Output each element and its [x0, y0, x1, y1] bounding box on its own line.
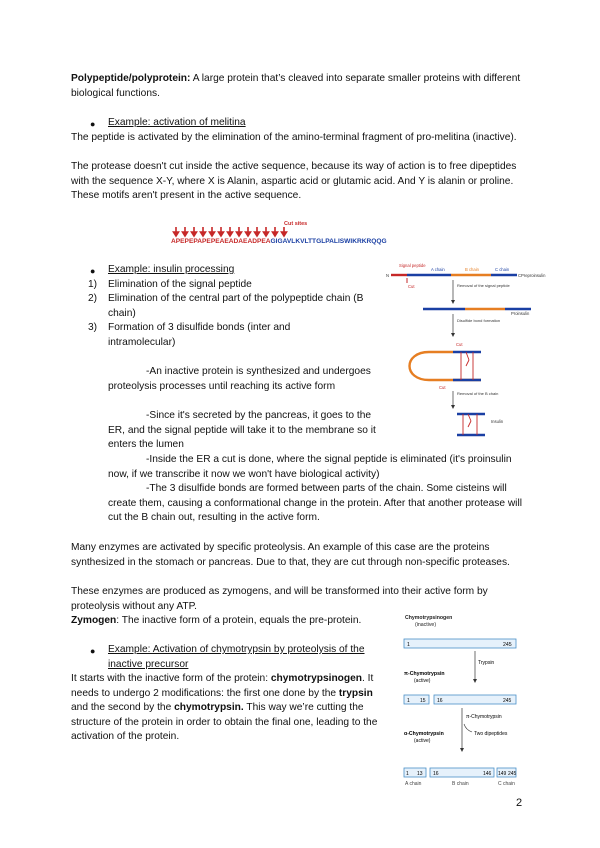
- pi-chymotrypsin-arrow-label: π-Chymotrypsin: [466, 714, 502, 720]
- zymogen-text: : The inactive form of a protein, equals the pre-protein.: [116, 615, 362, 626]
- bullet-icon: ●: [90, 646, 96, 656]
- polyprotein-paragraph: [71, 72, 531, 101]
- signal-peptide-label: Signal peptide: [399, 263, 426, 268]
- step-remove-b-chain: Removal of the B chain: [457, 391, 499, 396]
- chymo-text-4: This way we’re cutting the structure of the protein in order to obtain the final one, leading to the activation of the protein.: [71, 702, 378, 743]
- trypsin-label: Trypsin: [478, 660, 495, 666]
- melitina-paragraph-1: The peptide is activated by the elimination of the amino-terminal fragment of pro-melitina (inactive).: [71, 132, 517, 143]
- cut-label: Cut: [408, 284, 415, 289]
- step-number: 2): [88, 293, 98, 304]
- branch-arrow: [464, 724, 472, 732]
- enzymes-paragraph-2: These enzymes are produced as zymogens, and will be transformed into their active form by proteolysis without any ATP.: [71, 586, 488, 612]
- residue-number: 1: [406, 771, 409, 777]
- insulin-paragraph-3: -Inside the ER a cut is done, where the signal peptide is eliminated (it's proinsulin now, if we transcribe it now we won't have biological activity): [108, 454, 512, 480]
- chymotrypsinogen-bar: [404, 639, 516, 648]
- preproinsulin-label: Preproinsulin: [521, 273, 546, 278]
- chymotrypsin-heading: Example: Activation of chymotrypsin by proteolysis of the inactive precursor: [108, 644, 365, 670]
- two-dipeptides-label: Two dipeptides: [474, 731, 508, 737]
- a-chain-label: A chain: [431, 267, 445, 272]
- chymotrypsinogen-label: Chymotrypsinogen: [405, 615, 453, 621]
- chymo-text-3: and the second by the: [71, 702, 175, 714]
- b-chain-caption: B chain: [452, 781, 469, 787]
- sequence-active-segment: GIGAVLKVLTTGLPALISWIKRKRQQG: [270, 238, 387, 245]
- a-chain-caption: A chain: [405, 781, 422, 787]
- chymotrypsin-activation-figure: [400, 612, 520, 792]
- chymotrypsinogen-term: chymotrypsinogen: [270, 673, 363, 684]
- cut-marker-1: [407, 278, 415, 289]
- polyprotein-term: Polypeptide/polyprotein:: [71, 73, 191, 84]
- residue-number: 149: [498, 771, 507, 777]
- b-chain-label: B chain: [465, 267, 479, 272]
- residue-number: 1: [407, 642, 410, 648]
- trypsin-term: trypsin: [338, 687, 373, 699]
- cut-label: Cut: [439, 385, 446, 390]
- bullet-icon: ●: [90, 119, 96, 129]
- insulin-paragraph-4: -The 3 disulfide bonds are formed between parts of the chain. Some cisteins will create them, causing a conformational change in the protein. After that another protease will cut the B chain out, resulting in the active form.: [108, 483, 522, 524]
- down-arrow-icon: [473, 679, 477, 683]
- melitina-sequence: [171, 238, 387, 245]
- step-number: 1): [88, 279, 98, 290]
- residue-number: 13: [417, 771, 423, 777]
- residue-number: 1: [407, 698, 410, 704]
- enzymes-paragraph-1: Many enzymes are activated by specific proteolysis. An example of this case are the proteins synthesized in the stomach or pancreas. Due to that, they are cut through non-specific proteases.: [71, 542, 510, 568]
- insulin-heading: Example: insulin processing: [108, 264, 235, 275]
- insulin-step-3: Formation of 3 disulfide bonds (inter and intramolecular): [108, 322, 291, 348]
- step-disulfide-formation: Disulfide bond formation: [457, 318, 501, 323]
- c-chain-label: C chain: [495, 267, 510, 272]
- insulin-step-1: Elimination of the signal peptide: [108, 279, 252, 290]
- residue-number: 245: [503, 642, 512, 648]
- residue-number: 245: [508, 771, 517, 777]
- c-chain-caption: C chain: [498, 781, 515, 787]
- step-removal-signal: Removal of the signal peptide: [457, 283, 510, 288]
- insulin-step-2: Elimination of the central part of the polypeptide chain (B chain): [108, 293, 364, 319]
- cut-label: Cut: [456, 342, 463, 347]
- mature-insulin: [457, 414, 485, 435]
- step-number: 3): [88, 322, 98, 333]
- cut-arrows: [174, 227, 287, 236]
- chymo-text-1: It starts with the inactive form of the protein:: [71, 673, 271, 684]
- chymotrypsin-term: chymotrypsin.: [174, 702, 244, 714]
- inactive-label: (inactive): [415, 622, 437, 628]
- melitina-heading: Example: activation of melitina: [108, 117, 246, 128]
- chymo-text-2: . It needs to undergo 2 modifications: the first one done by the: [71, 673, 374, 699]
- residue-number: 16: [437, 698, 443, 704]
- zymogen-definition: [71, 614, 391, 629]
- down-arrow-icon: [451, 300, 455, 304]
- chymotrypsin-paragraph: [71, 672, 391, 745]
- c-terminus-label: C: [518, 273, 522, 278]
- n-terminus-label: N: [386, 273, 390, 278]
- pi-chymotrypsin-label: π-Chymotrypsin: [404, 671, 445, 677]
- residue-number: 245: [503, 698, 512, 704]
- sequence-prepro-segment: APEPEPAPEPEAEADAEADPEA: [171, 238, 271, 245]
- alpha-active-label: (active): [414, 738, 431, 744]
- zymogen-term: Zymogen: [71, 615, 117, 626]
- melitina-cut-sites-figure: [170, 218, 420, 244]
- proinsulin-label: Proinsulin: [511, 311, 530, 316]
- melitina-paragraph-2: The protease doesn't cut inside the active sequence, because its way of action is to free dipeptides with the sequence X-Y, where X is Alanin, aspartic acid or glutamic acid. And Y is alanin or proline. These motifs aren't present in the active sequence.: [71, 161, 517, 202]
- pi-active-label: (active): [414, 678, 431, 684]
- insulin-label: Insulin: [491, 419, 504, 424]
- down-arrow-icon: [460, 748, 464, 752]
- insulin-processing-figure: [383, 262, 546, 440]
- residue-number: 146: [483, 771, 492, 777]
- folded-proinsulin: [410, 352, 482, 380]
- down-arrow-icon: [451, 333, 455, 337]
- residue-number: 16: [433, 771, 439, 777]
- down-arrow-icon: [451, 405, 455, 409]
- insulin-paragraph-1: -An inactive protein is synthesized and undergoes proteolysis processes until reaching its active form: [108, 366, 371, 392]
- residue-number: 15: [420, 698, 426, 704]
- alpha-chymotrypsin-label: α-Chymotrypsin: [404, 731, 444, 737]
- bullet-icon: ●: [90, 266, 96, 276]
- cut-sites-label: Cut sites: [284, 221, 308, 227]
- polyprotein-definition: A large protein that’s cleaved into separate smaller proteins with different biological functions.: [71, 73, 521, 99]
- page-number: 2: [516, 797, 523, 809]
- insulin-paragraph-2: -Since it's secreted by the pancreas, it goes to the ER, and the signal peptide will take it to the membrane so it enters the lumen: [108, 410, 376, 451]
